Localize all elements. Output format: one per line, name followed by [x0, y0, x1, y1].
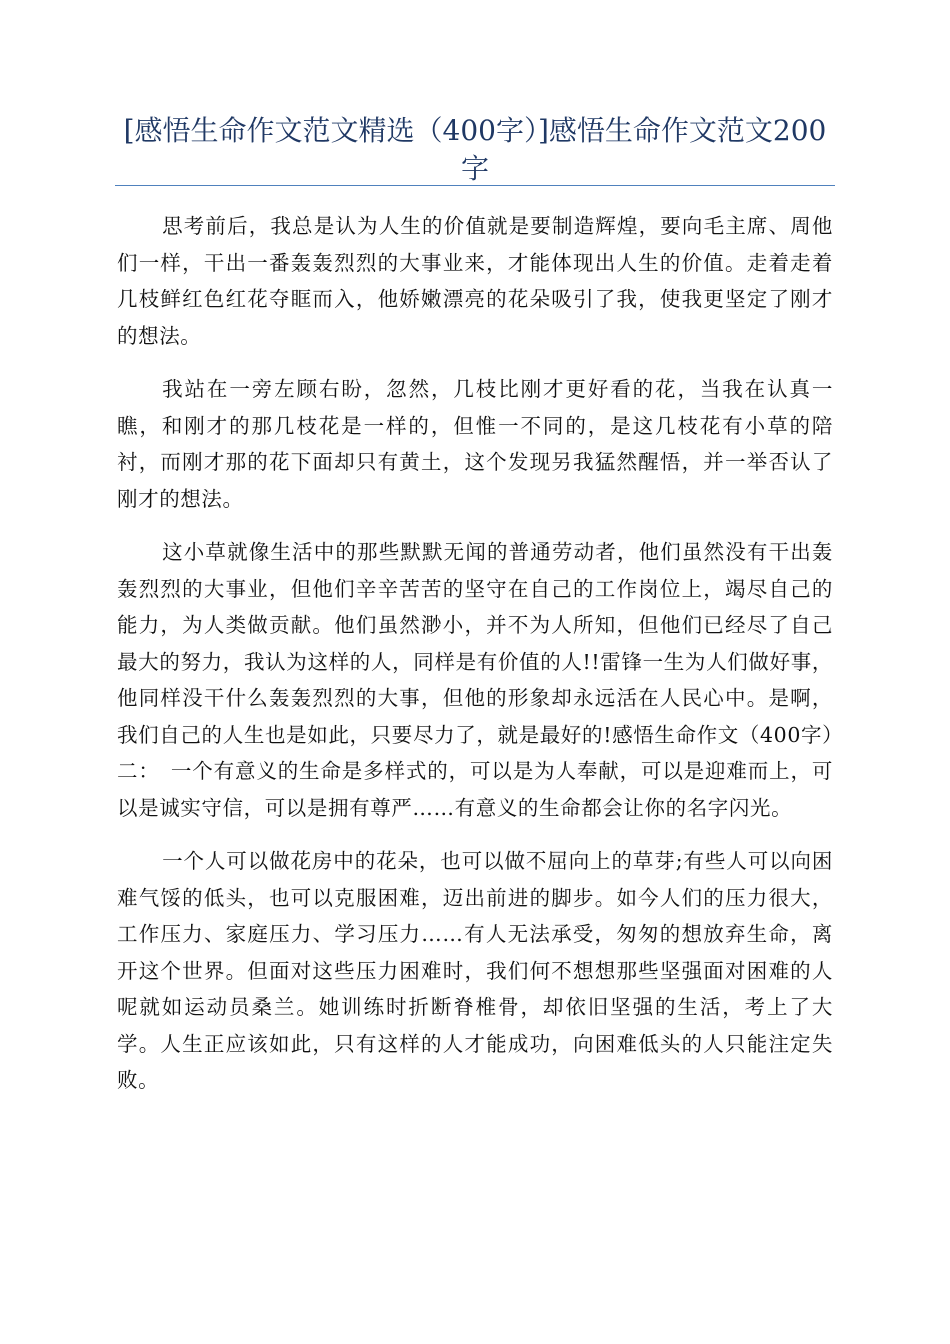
document-title: [感悟生命作文范文精选（400字）]感悟生命作文范文200字 [123, 114, 827, 185]
title-divider [115, 185, 835, 186]
paragraph-3: 这小草就像生活中的那些默默无闻的普通劳动者，他们虽然没有干出轰轰烈烈的大事业，但他们辛辛苦苦的坚守在自己的工作岗位上，竭尽自己的能力，为人类做贡献。他们虽然渺小，并不为人所知，但他们已经尽了自己最大的努力，我认为这样的人，同样是有价值的人!!雷锋一生为人们做好事，他同样没干什么轰轰烈烈的大事，但他的形象却永远活在人民心中。是啊，我们自己的人生也是如此，只要尽力了，就是最好的!感悟生命作文（400字）二： 一个有意义的生命是多样式的，可以是为人奉献，可以是迎难而上，可以是诚实守信，可以是拥有尊严……有意义的生命都会让你的名字闪光。 [117, 540, 833, 820]
paragraph-4: 一个人可以做花房中的花朵，也可以做不屈向上的草芽;有些人可以向困难气馁的低头，也可以克服困难，迈出前进的脚步。如今人们的压力很大，工作压力、家庭压力、学习压力……有人无法承受，匆匆的想放弃生命，离开这个世界。但面对这些压力困难时，我们何不想想那些坚强面对困难的人呢就如运动员桑兰。她训练时折断脊椎骨，却依旧坚强的生活，考上了大学。人生正应该如此，只有这样的人才能成功，向困难低头的人只能注定失败。 [117, 849, 833, 1092]
paragraph-1: 思考前后，我总是认为人生的价值就是要制造辉煌，要向毛主席、周他们一样，干出一番轰轰烈烈的大事业来，才能体现出人生的价值。走着走着几枝鲜红色红花夺眶而入，他娇嫩漂亮的花朵吸引了我，使我更坚定了刚才的想法。 [117, 214, 833, 348]
document-body [117, 208, 833, 1116]
paragraph-2: 我站在一旁左顾右盼，忽然，几枝比刚才更好看的花，当我在认真一瞧，和刚才的那几枝花是一样的，但惟一不同的，是这几枝花有小草的陪衬，而刚才那的花下面却只有黄土，这个发现另我猛然醒悟，并一举否认了刚才的想法。 [117, 377, 833, 511]
